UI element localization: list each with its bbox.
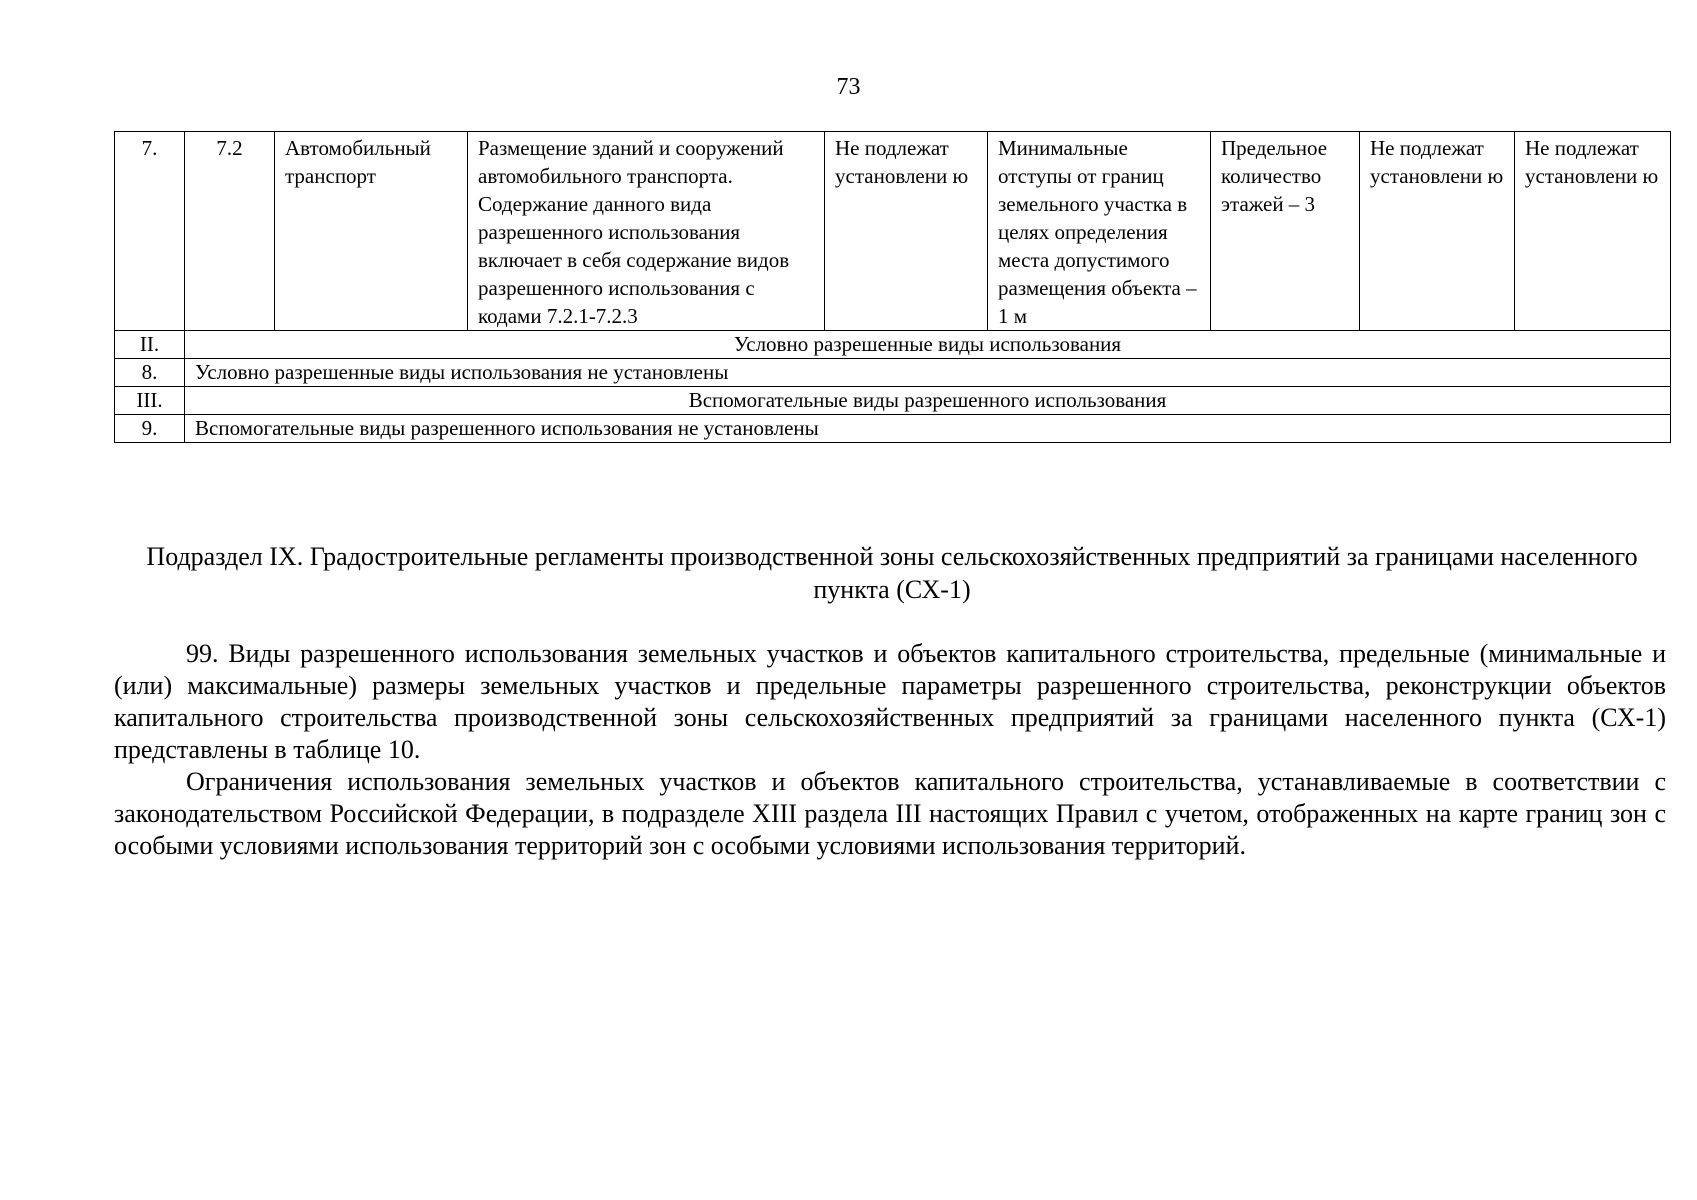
plot-size-cell: Не подлежат установлени ю <box>825 132 988 331</box>
table-row <box>115 359 1671 387</box>
subsection-title: Подраздел IX. Градостроительные регламенты производственной зоны сельскохозяйственных предприятий за границами населенного пункта (СХ-1) <box>146 542 1638 604</box>
note-cell: Условно разрешенные виды использования не установлены <box>185 359 1671 387</box>
row-number: 8. <box>115 359 185 387</box>
paragraph: 99. Виды разрешенного использования земельных участков и объектов капитального строительства, предельные (минимальные и (или) максимальные) размеры земельных участков и предельные параметры разрешенного строительства, реконструкции объектов капитального строительства производственной зоны сельскохозяйственных предприятий за границами населенного пункта (СХ-1) представлены в таблице 10. <box>114 639 1666 764</box>
use-code: 7.2 <box>185 132 275 331</box>
coverage-cell: Не подлежат установлени ю <box>1360 132 1515 331</box>
table-row <box>115 415 1671 443</box>
other-params-cell: Не подлежат установлени ю <box>1515 132 1671 331</box>
section-heading-cell: Условно разрешенные виды использования <box>185 331 1671 359</box>
paragraph: Ограничения использования земельных участков и объектов капитального строительства, устанавливаемые в соответствии с законодательством Российской Федерации, в подразделе XIII раздела III настоящих Правил с учетом, отображенных на карте границ зон с особыми условиями использования территорий зон с особыми условиями использования территорий. <box>114 767 1666 860</box>
table-row <box>115 331 1671 359</box>
regulations-table <box>114 131 1671 443</box>
page-number: 73 <box>836 74 861 100</box>
section-heading-cell: Вспомогательные виды разрешенного использования <box>185 387 1671 415</box>
body-text <box>114 638 1666 862</box>
row-number: 9. <box>115 415 185 443</box>
row-number: III. <box>115 387 185 415</box>
table-row <box>115 387 1671 415</box>
note-cell: Вспомогательные виды разрешенного использования не установлены <box>185 415 1671 443</box>
table-row <box>115 132 1671 331</box>
floors-cell: Предельное количество этажей – 3 <box>1211 132 1360 331</box>
use-name: Автомобильный транспорт <box>275 132 468 331</box>
row-number: 7. <box>115 132 185 331</box>
row-number: II. <box>115 331 185 359</box>
use-description: Размещение зданий и сооружений автомобильного транспорта. Содержание данного вида разрешенного использования включает в себя содержание видов разрешенного использования с кодами 7.2.1-7.2.3 <box>468 132 825 331</box>
setback-cell: Минимальные отступы от границ земельного участка в целях определения места допустимого размещения объекта – 1 м <box>988 132 1211 331</box>
